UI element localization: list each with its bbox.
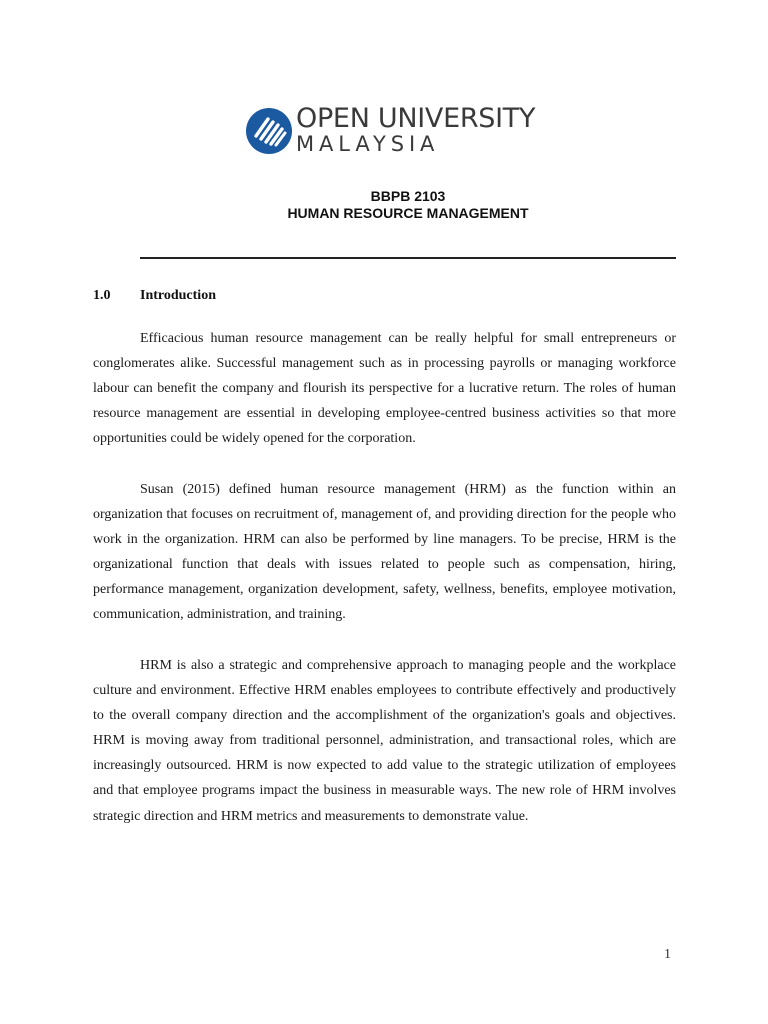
body-paragraph: HRM is also a strategic and comprehensive approach to managing people and the workplace culture and environment. Effective HRM enables employees to contribute effectively and productively to the overall company direction and the accomplishment of the organization's goals and objectives. HRM is moving away from traditional personnel, administration, and transactional roles, which are increasingly outsourced. HRM is now expected to add value to the strategic utilization of employees and that employee programs impact the business in measurable ways. The new role of HRM involves strategic direction and HRM metrics and measurements to demonstrate value. <box>93 658 676 824</box>
section-title: Introduction <box>140 288 216 303</box>
logo-wordmark-line2: MALAYSIA <box>296 132 440 156</box>
logo-wordmark-line1: OPEN UNIVERSITY <box>296 103 536 134</box>
university-logo <box>244 104 544 158</box>
university-emblem-icon <box>244 106 294 156</box>
course-title: HUMAN RESOURCE MANAGEMENT <box>287 205 529 221</box>
page-number: 1 <box>664 947 671 962</box>
body-paragraph: Susan (2015) defined human resource management (HRM) as the function within an organization that focuses on recruitment of, management of, and providing direction for the people who work in the organization. HRM can also be performed by line managers. To be precise, HRM is the organizational function that deals with issues related to people such as compensation, hiring, performance management, organization development, safety, wellness, benefits, employee motivation, communication, administration, and training. <box>93 482 676 623</box>
body-paragraph: Efficacious human resource management can be really helpful for small entrepreneurs or conglomerates alike. Successful management such as in processing payrolls or managing workforce labour can benefit the company and flourish its perspective for a lucrative return. The roles of human resource management are essential in developing employee-centred business activities so that more opportunities could be widely opened for the corporation. <box>93 331 676 447</box>
section-number: 1.0 <box>93 288 111 303</box>
title-divider <box>140 257 676 259</box>
section-heading <box>93 288 216 304</box>
course-code: BBPB 2103 <box>370 188 446 204</box>
